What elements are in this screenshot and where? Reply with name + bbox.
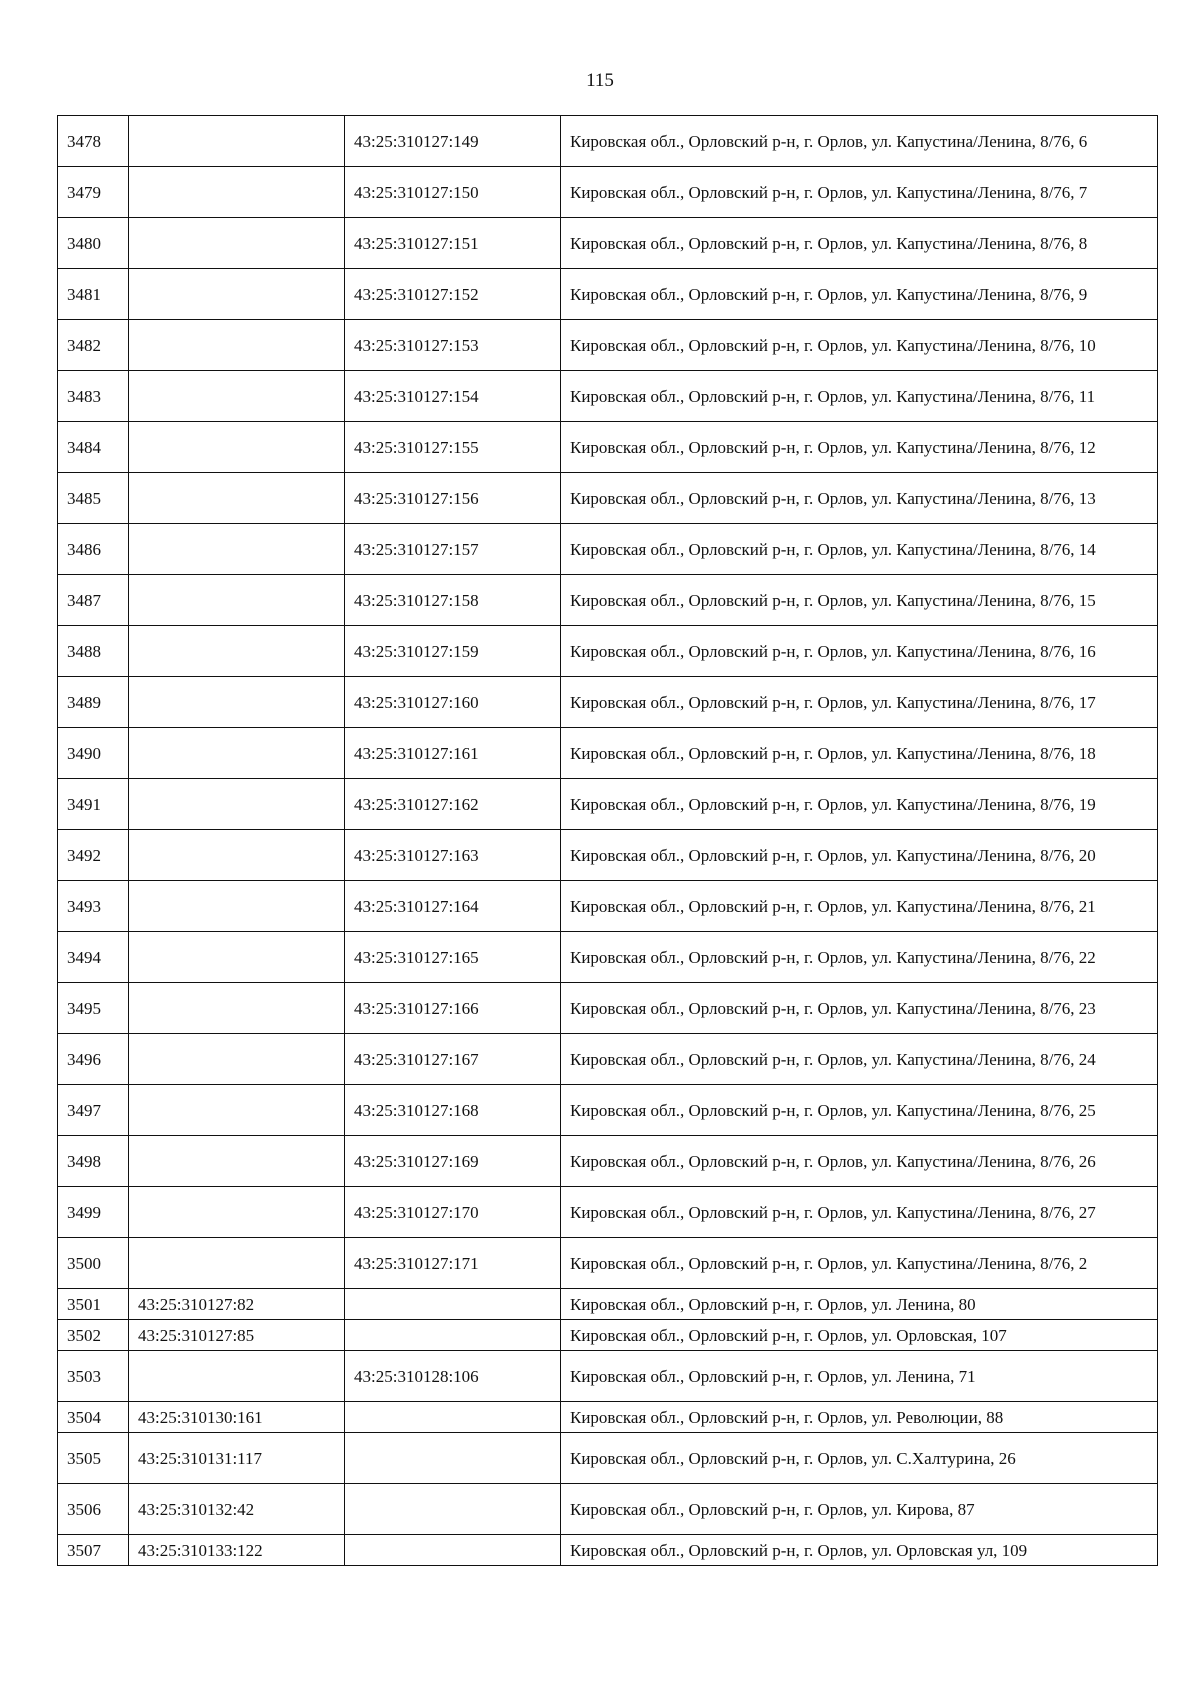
row-number-cell: 3493 (58, 881, 129, 932)
cadastral-number-cell (129, 371, 345, 422)
cadastral-number-alt-cell (345, 1289, 561, 1320)
address-cell: Кировская обл., Орловский р-н, г. Орлов, ул. Капустина/Ленина, 8/76, 9 (561, 269, 1158, 320)
table-row (58, 1320, 1158, 1351)
row-number-cell: 3507 (58, 1535, 129, 1566)
row-number-cell: 3488 (58, 626, 129, 677)
address-cell: Кировская обл., Орловский р-н, г. Орлов, ул. Кирова, 87 (561, 1484, 1158, 1535)
table-row (58, 1484, 1158, 1535)
table-row (58, 218, 1158, 269)
cadastral-number-alt-cell: 43:25:310127:157 (345, 524, 561, 575)
row-number-cell: 3485 (58, 473, 129, 524)
address-cell: Кировская обл., Орловский р-н, г. Орлов, ул. Капустина/Ленина, 8/76, 6 (561, 116, 1158, 167)
table-row (58, 932, 1158, 983)
cadastral-number-alt-cell: 43:25:310127:151 (345, 218, 561, 269)
table-row (58, 1433, 1158, 1484)
row-number-cell: 3486 (58, 524, 129, 575)
cadastral-number-alt-cell: 43:25:310127:156 (345, 473, 561, 524)
row-number-cell: 3499 (58, 1187, 129, 1238)
cadastral-number-alt-cell: 43:25:310127:155 (345, 422, 561, 473)
cadastral-number-cell (129, 473, 345, 524)
page-number: 115 (586, 70, 614, 91)
table-row (58, 1136, 1158, 1187)
address-cell: Кировская обл., Орловский р-н, г. Орлов, ул. Капустина/Ленина, 8/76, 8 (561, 218, 1158, 269)
address-cell: Кировская обл., Орловский р-н, г. Орлов, ул. Капустина/Ленина, 8/76, 25 (561, 1085, 1158, 1136)
address-cell: Кировская обл., Орловский р-н, г. Орлов, ул. Капустина/Ленина, 8/76, 19 (561, 779, 1158, 830)
cadastral-number-cell (129, 524, 345, 575)
table-row (58, 1351, 1158, 1402)
address-cell: Кировская обл., Орловский р-н, г. Орлов, ул. Капустина/Ленина, 8/76, 18 (561, 728, 1158, 779)
cadastral-number-cell: 43:25:310133:122 (129, 1535, 345, 1566)
address-cell: Кировская обл., Орловский р-н, г. Орлов, ул. Капустина/Ленина, 8/76, 14 (561, 524, 1158, 575)
table-row (58, 422, 1158, 473)
cadastral-number-alt-cell: 43:25:310127:165 (345, 932, 561, 983)
row-number-cell: 3487 (58, 575, 129, 626)
registry-table-body (58, 116, 1158, 1566)
row-number-cell: 3490 (58, 728, 129, 779)
address-cell: Кировская обл., Орловский р-н, г. Орлов, ул. Капустина/Ленина, 8/76, 20 (561, 830, 1158, 881)
cadastral-number-alt-cell: 43:25:310127:170 (345, 1187, 561, 1238)
cadastral-number-cell (129, 932, 345, 983)
row-number-cell: 3478 (58, 116, 129, 167)
table-row (58, 983, 1158, 1034)
address-cell: Кировская обл., Орловский р-н, г. Орлов, ул. Капустина/Ленина, 8/76, 11 (561, 371, 1158, 422)
row-number-cell: 3501 (58, 1289, 129, 1320)
row-number-cell: 3502 (58, 1320, 129, 1351)
cadastral-number-cell (129, 728, 345, 779)
table-row (58, 830, 1158, 881)
row-number-cell: 3506 (58, 1484, 129, 1535)
cadastral-number-alt-cell (345, 1433, 561, 1484)
row-number-cell: 3484 (58, 422, 129, 473)
address-cell: Кировская обл., Орловский р-н, г. Орлов, ул. Капустина/Ленина, 8/76, 7 (561, 167, 1158, 218)
table-row (58, 1238, 1158, 1289)
table-row (58, 1187, 1158, 1238)
cadastral-number-cell (129, 1187, 345, 1238)
row-number-cell: 3482 (58, 320, 129, 371)
cadastral-number-cell (129, 626, 345, 677)
table-row (58, 320, 1158, 371)
address-cell: Кировская обл., Орловский р-н, г. Орлов, ул. Капустина/Ленина, 8/76, 26 (561, 1136, 1158, 1187)
address-cell: Кировская обл., Орловский р-н, г. Орлов, ул. Революции, 88 (561, 1402, 1158, 1433)
cadastral-number-cell (129, 320, 345, 371)
cadastral-number-alt-cell: 43:25:310127:167 (345, 1034, 561, 1085)
cadastral-number-cell (129, 1351, 345, 1402)
table-row (58, 371, 1158, 422)
cadastral-number-cell (129, 1085, 345, 1136)
cadastral-number-alt-cell (345, 1484, 561, 1535)
table-row (58, 1085, 1158, 1136)
cadastral-number-alt-cell (345, 1320, 561, 1351)
cadastral-number-cell: 43:25:310130:161 (129, 1402, 345, 1433)
cadastral-number-cell (129, 116, 345, 167)
cadastral-number-alt-cell: 43:25:310127:161 (345, 728, 561, 779)
cadastral-number-cell (129, 1238, 345, 1289)
address-cell: Кировская обл., Орловский р-н, г. Орлов, ул. Капустина/Ленина, 8/76, 16 (561, 626, 1158, 677)
row-number-cell: 3495 (58, 983, 129, 1034)
cadastral-number-cell (129, 167, 345, 218)
cadastral-number-cell (129, 830, 345, 881)
cadastral-number-cell: 43:25:310127:82 (129, 1289, 345, 1320)
table-row (58, 728, 1158, 779)
row-number-cell: 3489 (58, 677, 129, 728)
address-cell: Кировская обл., Орловский р-н, г. Орлов, ул. С.Халтурина, 26 (561, 1433, 1158, 1484)
address-cell: Кировская обл., Орловский р-н, г. Орлов, ул. Орловская, 107 (561, 1320, 1158, 1351)
row-number-cell: 3503 (58, 1351, 129, 1402)
cadastral-number-alt-cell: 43:25:310127:160 (345, 677, 561, 728)
address-cell: Кировская обл., Орловский р-н, г. Орлов, ул. Капустина/Ленина, 8/76, 10 (561, 320, 1158, 371)
cadastral-number-alt-cell: 43:25:310127:149 (345, 116, 561, 167)
table-row (58, 677, 1158, 728)
cadastral-number-alt-cell: 43:25:310127:166 (345, 983, 561, 1034)
table-row (58, 1402, 1158, 1433)
cadastral-number-alt-cell: 43:25:310127:171 (345, 1238, 561, 1289)
row-number-cell: 3492 (58, 830, 129, 881)
table-row (58, 524, 1158, 575)
address-cell: Кировская обл., Орловский р-н, г. Орлов, ул. Орловская ул, 109 (561, 1535, 1158, 1566)
row-number-cell: 3496 (58, 1034, 129, 1085)
cadastral-number-cell (129, 1136, 345, 1187)
cadastral-number-alt-cell: 43:25:310127:150 (345, 167, 561, 218)
table-row (58, 1289, 1158, 1320)
table-row (58, 473, 1158, 524)
cadastral-number-cell: 43:25:310131:117 (129, 1433, 345, 1484)
cadastral-number-cell (129, 575, 345, 626)
address-cell: Кировская обл., Орловский р-н, г. Орлов, ул. Капустина/Ленина, 8/76, 15 (561, 575, 1158, 626)
address-cell: Кировская обл., Орловский р-н, г. Орлов, ул. Капустина/Ленина, 8/76, 2 (561, 1238, 1158, 1289)
cadastral-number-alt-cell: 43:25:310127:168 (345, 1085, 561, 1136)
row-number-cell: 3483 (58, 371, 129, 422)
address-cell: Кировская обл., Орловский р-н, г. Орлов, ул. Ленина, 80 (561, 1289, 1158, 1320)
cadastral-number-alt-cell (345, 1535, 561, 1566)
cadastral-number-alt-cell: 43:25:310127:153 (345, 320, 561, 371)
table-row (58, 779, 1158, 830)
cadastral-number-alt-cell: 43:25:310127:154 (345, 371, 561, 422)
table-row (58, 167, 1158, 218)
address-cell: Кировская обл., Орловский р-н, г. Орлов, ул. Капустина/Ленина, 8/76, 27 (561, 1187, 1158, 1238)
table-row (58, 626, 1158, 677)
address-cell: Кировская обл., Орловский р-н, г. Орлов, ул. Капустина/Ленина, 8/76, 13 (561, 473, 1158, 524)
cadastral-number-cell: 43:25:310127:85 (129, 1320, 345, 1351)
registry-table (57, 115, 1158, 1566)
table-row (58, 1535, 1158, 1566)
cadastral-number-alt-cell: 43:25:310127:152 (345, 269, 561, 320)
cadastral-number-alt-cell: 43:25:310127:159 (345, 626, 561, 677)
cadastral-number-cell (129, 269, 345, 320)
row-number-cell: 3505 (58, 1433, 129, 1484)
row-number-cell: 3494 (58, 932, 129, 983)
address-cell: Кировская обл., Орловский р-н, г. Орлов, ул. Капустина/Ленина, 8/76, 22 (561, 932, 1158, 983)
row-number-cell: 3497 (58, 1085, 129, 1136)
address-cell: Кировская обл., Орловский р-н, г. Орлов, ул. Капустина/Ленина, 8/76, 24 (561, 1034, 1158, 1085)
table-row (58, 881, 1158, 932)
row-number-cell: 3480 (58, 218, 129, 269)
row-number-cell: 3498 (58, 1136, 129, 1187)
table-row (58, 575, 1158, 626)
cadastral-number-alt-cell: 43:25:310127:163 (345, 830, 561, 881)
cadastral-number-alt-cell: 43:25:310127:162 (345, 779, 561, 830)
cadastral-number-cell (129, 983, 345, 1034)
address-cell: Кировская обл., Орловский р-н, г. Орлов, ул. Капустина/Ленина, 8/76, 23 (561, 983, 1158, 1034)
cadastral-number-alt-cell: 43:25:310127:164 (345, 881, 561, 932)
row-number-cell: 3479 (58, 167, 129, 218)
row-number-cell: 3500 (58, 1238, 129, 1289)
cadastral-number-cell: 43:25:310132:42 (129, 1484, 345, 1535)
table-row (58, 269, 1158, 320)
cadastral-number-cell (129, 677, 345, 728)
cadastral-number-alt-cell: 43:25:310128:106 (345, 1351, 561, 1402)
cadastral-number-cell (129, 1034, 345, 1085)
row-number-cell: 3491 (58, 779, 129, 830)
address-cell: Кировская обл., Орловский р-н, г. Орлов, ул. Ленина, 71 (561, 1351, 1158, 1402)
cadastral-number-alt-cell (345, 1402, 561, 1433)
cadastral-number-cell (129, 218, 345, 269)
address-cell: Кировская обл., Орловский р-н, г. Орлов, ул. Капустина/Ленина, 8/76, 17 (561, 677, 1158, 728)
row-number-cell: 3504 (58, 1402, 129, 1433)
address-cell: Кировская обл., Орловский р-н, г. Орлов, ул. Капустина/Ленина, 8/76, 12 (561, 422, 1158, 473)
address-cell: Кировская обл., Орловский р-н, г. Орлов, ул. Капустина/Ленина, 8/76, 21 (561, 881, 1158, 932)
cadastral-number-alt-cell: 43:25:310127:158 (345, 575, 561, 626)
cadastral-number-cell (129, 779, 345, 830)
cadastral-number-cell (129, 422, 345, 473)
cadastral-number-cell (129, 881, 345, 932)
table-row (58, 116, 1158, 167)
cadastral-number-alt-cell: 43:25:310127:169 (345, 1136, 561, 1187)
table-row (58, 1034, 1158, 1085)
row-number-cell: 3481 (58, 269, 129, 320)
